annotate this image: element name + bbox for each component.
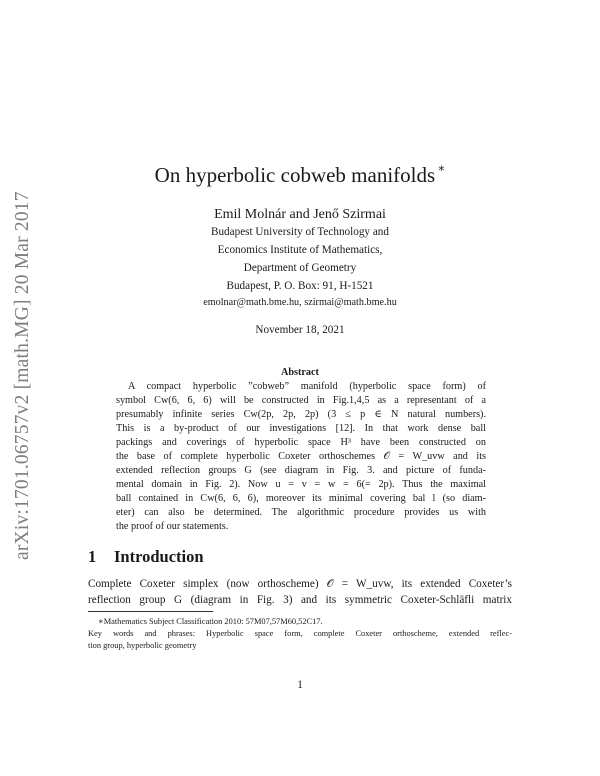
footnote-line: tion group, hyperbolic geometry [88, 641, 197, 650]
title-footnote-mark: ∗ [437, 161, 446, 175]
section-heading [88, 547, 204, 567]
paper-date: November 18, 2021 [255, 324, 345, 336]
footnote-line: ∗Mathematics Subject Classification 2010: 57M07,57M60,52C17. [98, 617, 323, 626]
footnote-line: Key words and phrases: Hyperbolic space form, complete Coxeter orthoscheme, extended reflec- [88, 629, 512, 638]
abstract-line: the proof of our statements. [116, 521, 229, 532]
abstract-line: This is a by-product of our investigations [12]. In that work dense ball [116, 423, 486, 434]
arxiv-stamp: arXiv:1701.06757v2 [math.MG] 20 Mar 2017 [12, 191, 33, 560]
affiliation-line: Economics Institute of Mathematics, [217, 244, 383, 256]
authors: Emil Molnár and Jenő Szirmai [214, 207, 386, 222]
abstract-line: packings and coverings of hyperbolic space H³ have been constructed on [116, 437, 486, 448]
author-emails: emolnar@math.bme.hu, szirmai@math.bme.hu [203, 297, 397, 308]
abstract-line: the base of complete hyperbolic Coxeter orthoschemes 𝒪 = W_uvw and its [116, 451, 486, 462]
title-text: On hyperbolic cobweb manifolds [154, 163, 436, 187]
section-title: Introduction [114, 547, 204, 566]
abstract-heading: Abstract [281, 367, 319, 378]
abstract-line: presumably infinite series Cw(2p, 2p, 2p) (3 ≤ p ∈ N natural numbers). [116, 409, 486, 420]
abstract-line: A compact hyperbolic ”cobweb” manifold (hyperbolic space form) of [128, 381, 486, 392]
affiliation-line: Budapest, P. O. Box: 91, H-1521 [226, 280, 374, 292]
section-number: 1 [88, 547, 97, 566]
body-line: Complete Coxeter simplex (now orthoscheme) 𝒪 = W_uvw, its extended Coxeter’s [88, 578, 512, 590]
abstract-line: ball contained in Cw(6, 6, 6), moreover its minimal covering bal l (so diam- [116, 493, 486, 504]
affiliation-line: Department of Geometry [243, 262, 357, 274]
abstract-line: eter) can also be determined. The algorithmic procedure provides us with [116, 507, 486, 518]
abstract-line: extended reflection groups G (see diagram in Fig. 3. and picture of funda- [116, 465, 486, 476]
abstract-line: symbol Cw(6, 6, 6) will be constructed in Fig.1,4,5 as a representant of a [116, 395, 486, 406]
affiliation-line: Budapest University of Technology and [211, 226, 389, 238]
footnote-rule [88, 611, 213, 612]
page-number: 1 [297, 679, 303, 691]
paper-title [0, 163, 600, 188]
abstract-line: mental domain in Fig. 2). Now u = v = w = 6(= 2p). Thus the maximal [116, 479, 486, 490]
body-line: reflection group G (diagram in Fig. 3) and its symmetric Coxeter-Schläfli matrix [88, 594, 512, 606]
